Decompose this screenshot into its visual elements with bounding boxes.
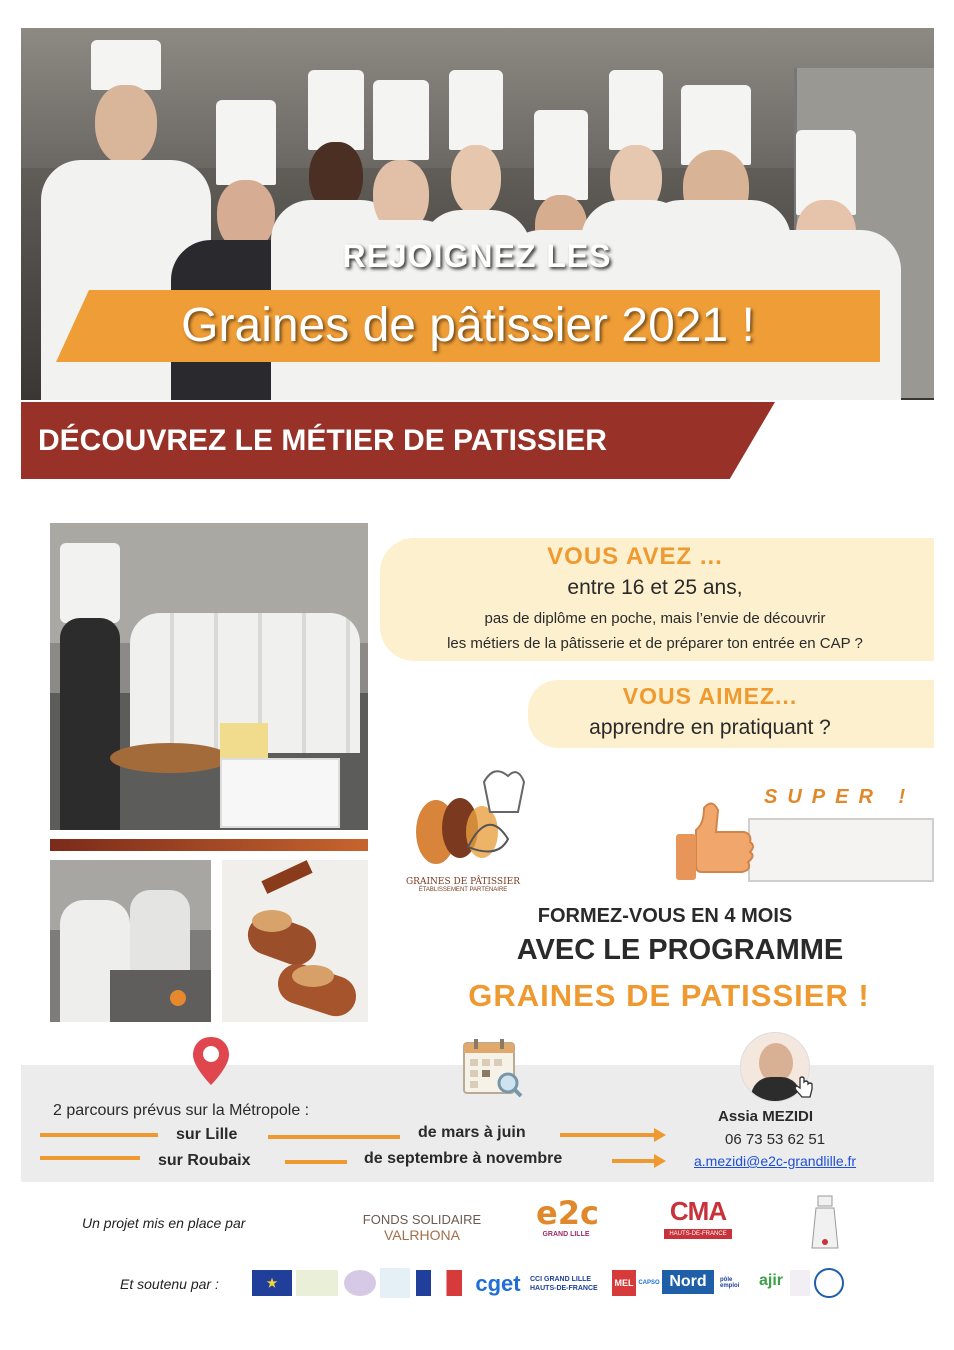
fonds-valrhona-logo	[362, 1212, 482, 1243]
hero-kicker: REJOIGNEZ LES	[342, 238, 612, 274]
partner-logo-name: GRAINES DE PÂTISSIER	[405, 877, 520, 887]
cget-logo: cget	[475, 1271, 521, 1296]
calendar-icon	[460, 1035, 524, 1104]
kitchen-photo	[50, 860, 211, 1022]
route1-place: sur Lille	[176, 1126, 238, 1143]
mel-logo: MEL	[612, 1270, 636, 1296]
photo-divider	[50, 839, 368, 851]
small-logo	[790, 1270, 810, 1296]
contact-email-link[interactable]: a.mezidi@e2c-grandlille.fr	[694, 1153, 857, 1169]
route2-line-c	[612, 1159, 656, 1163]
e2c-logo	[536, 1194, 599, 1238]
fonds-line-1: FONDS SOLIDAIRE	[362, 1212, 482, 1227]
contact-name: Assia MEZIDI	[718, 1108, 814, 1125]
republique-francaise-logo	[416, 1270, 462, 1296]
support-label: Et soutenu par :	[120, 1276, 219, 1292]
graines-partner-logo	[398, 762, 528, 902]
pole-emploi-logo: pôle emploi	[720, 1277, 740, 1289]
cursor-hand-icon	[794, 1076, 814, 1103]
cma-mark: CMA	[669, 1196, 727, 1226]
route2-dates: de septembre à novembre	[364, 1150, 563, 1167]
hauts-de-france-map-logo	[380, 1268, 410, 1298]
contact-phone: 06 73 53 62 51	[725, 1131, 826, 1148]
eu-flag-logo: ★	[252, 1270, 292, 1296]
route2-place: sur Roubaix	[158, 1152, 251, 1169]
e2c-mark: e2c	[536, 1194, 599, 1232]
route2-line-a	[40, 1156, 140, 1160]
have-line-cap: les métiers de la pâtisserie et de préparer ton entrée en CAP ?	[447, 635, 863, 652]
super-text: SUPER !	[764, 786, 916, 808]
chef-silhouette-logo	[808, 1192, 842, 1250]
partner-logo-sub: ÉTABLISSEMENT PARTENAIRE	[418, 887, 508, 893]
program-line-1: FORMEZ-VOUS EN 4 MOIS	[537, 905, 793, 927]
fonds-line-2: VALRHONA	[384, 1227, 460, 1243]
have-heading: VOUS AVEZ ...	[547, 543, 723, 570]
route1-line-b	[268, 1135, 400, 1139]
program-line-3: GRAINES DE PATISSIER !	[468, 978, 870, 1013]
nord-logo: Nord	[662, 1270, 714, 1294]
arrow-right-icon	[654, 1154, 666, 1168]
region-logo	[344, 1270, 376, 1296]
project-label: Un projet mis en place par	[82, 1215, 246, 1231]
europe-logo	[296, 1270, 338, 1296]
class-photo	[50, 523, 368, 830]
pastry-logo-icon	[398, 762, 528, 872]
cci-logo: CCI GRAND LILLE HAUTS-DE-FRANCE	[530, 1276, 598, 1292]
have-line-diploma: pas de diplôme en poche, mais l’envie de découvrir	[484, 610, 826, 627]
capso-logo: CAPSO	[638, 1280, 660, 1286]
have-line-age: entre 16 et 25 ans,	[567, 576, 743, 599]
thumbs-up-icon	[674, 800, 754, 889]
program-line-2: AVEC LE PROGRAMME	[516, 934, 844, 966]
cma-sub: HAUTS-DE-FRANCE	[664, 1229, 732, 1239]
route1-line-a	[40, 1133, 158, 1137]
route1-dates: de mars à juin	[418, 1124, 526, 1141]
e2c-sub: GRAND LILLE	[542, 1231, 590, 1238]
sleeve	[748, 818, 934, 882]
like-heading: VOUS AIMEZ...	[622, 683, 798, 709]
routes-intro: 2 parcours prévus sur la Métropole :	[53, 1102, 310, 1119]
ajir-logo: ajir	[758, 1272, 783, 1289]
cma-logo	[664, 1196, 732, 1248]
route2-line-b	[285, 1160, 347, 1164]
round-seal-logo	[814, 1268, 844, 1298]
pastry-photo	[222, 860, 368, 1022]
page-title: Graines de pâtissier 2021 !	[181, 299, 755, 352]
arrow-right-icon	[654, 1128, 666, 1142]
route1-line-c	[560, 1133, 656, 1137]
banner-text: DÉCOUVREZ LE MÉTIER DE PATISSIER	[38, 424, 607, 457]
like-line: apprendre en pratiquant ?	[589, 716, 831, 739]
location-pin-icon	[190, 1035, 232, 1092]
